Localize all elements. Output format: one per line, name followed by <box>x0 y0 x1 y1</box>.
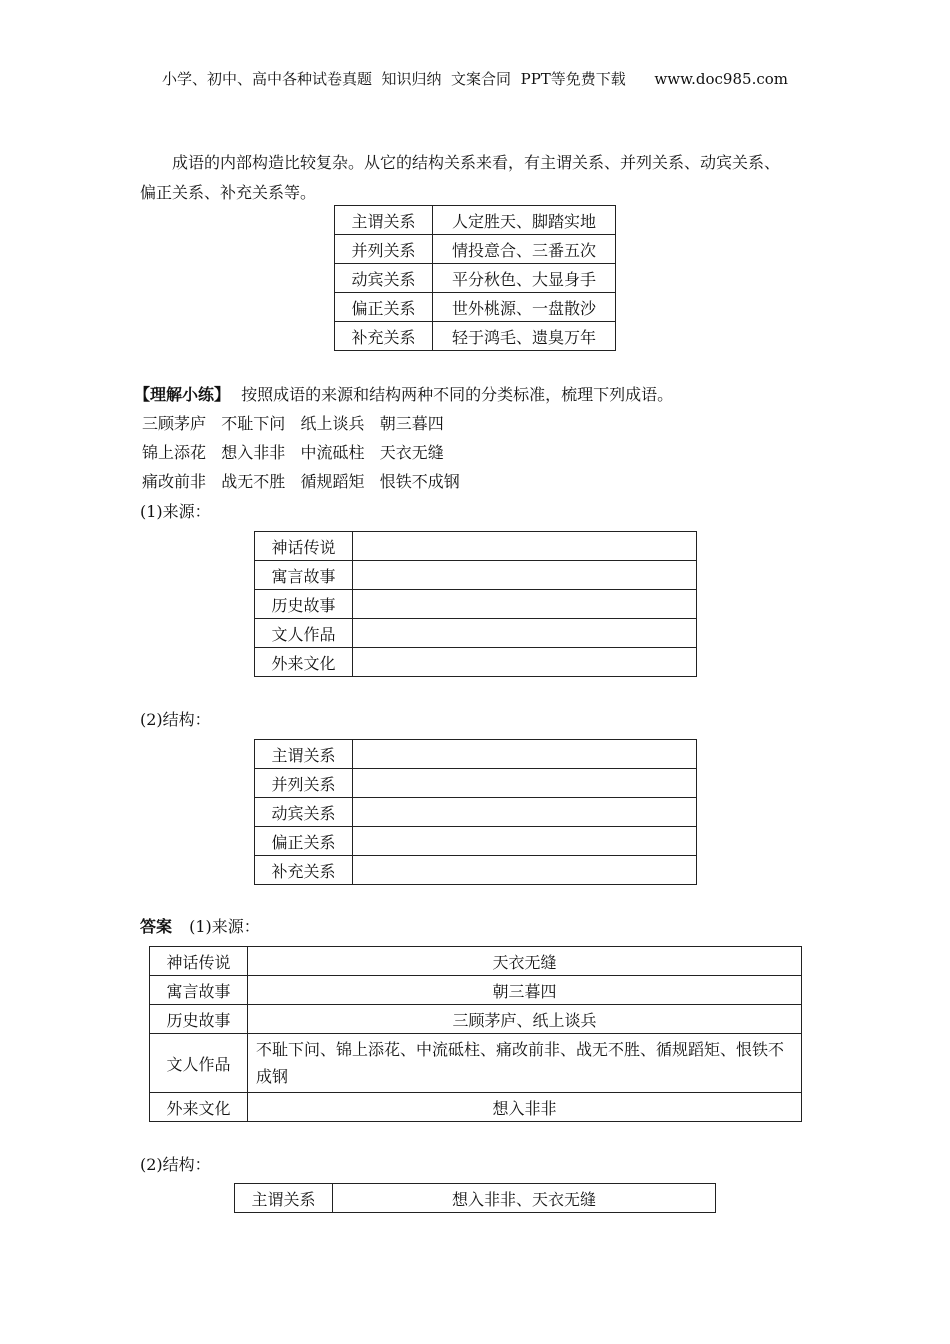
answer-structure-heading: (2)结构： <box>140 1155 211 1174</box>
relation-label: 主谓关系 <box>335 206 433 235</box>
table-row <box>255 827 697 856</box>
page-header: 小学、初中、高中各种试卷真题 知识归纳 文案合同 PPT等免费下载 www.doc985.com <box>161 70 788 88</box>
relation-examples: 平分秋色、大显身手 <box>433 264 616 293</box>
answer-tag: 答案 <box>140 917 173 936</box>
table-row <box>255 532 697 561</box>
intro-line-2: 偏正关系、补充关系等。 <box>140 183 317 202</box>
table-row <box>150 947 802 976</box>
source-label: 外来文化 <box>150 1093 248 1122</box>
table-row <box>255 561 697 590</box>
table-row <box>335 293 616 322</box>
answer-blank[interactable] <box>353 769 697 798</box>
source-answer: 朝三暮四 <box>248 976 802 1005</box>
relation-examples: 情投意合、三番五次 <box>433 235 616 264</box>
answer-blank[interactable] <box>353 827 697 856</box>
table-row <box>255 856 697 885</box>
exercise-structure-heading: (2)结构： <box>140 710 211 729</box>
source-label: 文人作品 <box>150 1034 248 1093</box>
relation-label: 动宾关系 <box>335 264 433 293</box>
intro-line-1: 成语的内部构造比较复杂。从它的结构关系来看，有主谓关系、并列关系、动宾关系、 <box>172 153 781 172</box>
source-label: 历史故事 <box>150 1005 248 1034</box>
answer-heading-line <box>140 912 260 942</box>
idiom-line-2: 锦上添花 想入非非 中流砥柱 天衣无缝 <box>142 443 444 462</box>
structure-label: 主谓关系 <box>235 1184 333 1213</box>
relation-examples: 世外桃源、一盘散沙 <box>433 293 616 322</box>
source-answer: 不耻下问、锦上添花、中流砥柱、痛改前非、战无不胜、循规蹈矩、恨铁不成钢 <box>248 1034 802 1093</box>
table-row <box>335 235 616 264</box>
table-row <box>335 322 616 351</box>
table-row <box>255 648 697 677</box>
table-row <box>255 798 697 827</box>
structure-label: 并列关系 <box>255 769 353 798</box>
answer-structure-table <box>234 1183 716 1213</box>
answer-blank[interactable] <box>353 798 697 827</box>
answer-blank[interactable] <box>353 532 697 561</box>
table-row <box>335 206 616 235</box>
structure-example-table <box>334 205 616 351</box>
table-row <box>150 976 802 1005</box>
table-row <box>255 740 697 769</box>
table-row <box>255 590 697 619</box>
answer-blank[interactable] <box>353 590 697 619</box>
table-row <box>255 769 697 798</box>
answer-blank[interactable] <box>353 740 697 769</box>
answer-blank[interactable] <box>353 561 697 590</box>
source-answer: 天衣无缝 <box>248 947 802 976</box>
answer-source-heading: (1)来源： <box>189 917 260 936</box>
source-answer: 想入非非 <box>248 1093 802 1122</box>
answer-source-table <box>149 946 802 1122</box>
idiom-line-3: 痛改前非 战无不胜 循规蹈矩 恨铁不成钢 <box>142 472 460 491</box>
exercise-structure-table <box>254 739 697 885</box>
source-answer: 三顾茅庐、纸上谈兵 <box>248 1005 802 1034</box>
source-label: 寓言故事 <box>255 561 353 590</box>
relation-examples: 轻于鸿毛、遗臭万年 <box>433 322 616 351</box>
structure-answer: 想入非非、天衣无缝 <box>333 1184 716 1213</box>
exercise-source-table <box>254 531 697 677</box>
relation-label: 偏正关系 <box>335 293 433 322</box>
source-label: 文人作品 <box>255 619 353 648</box>
source-label: 历史故事 <box>255 590 353 619</box>
relation-label: 补充关系 <box>335 322 433 351</box>
source-label: 寓言故事 <box>150 976 248 1005</box>
answer-blank[interactable] <box>353 856 697 885</box>
relation-examples: 人定胜天、脚踏实地 <box>433 206 616 235</box>
exercise-source-heading: (1)来源： <box>140 502 211 521</box>
structure-label: 偏正关系 <box>255 827 353 856</box>
answer-blank[interactable] <box>353 648 697 677</box>
structure-label: 补充关系 <box>255 856 353 885</box>
relation-label: 并列关系 <box>335 235 433 264</box>
answer-blank[interactable] <box>353 619 697 648</box>
source-label: 神话传说 <box>150 947 248 976</box>
table-row <box>255 619 697 648</box>
exercise-prompt: 按照成语的来源和结构两种不同的分类标准，梳理下列成语。 <box>241 385 674 404</box>
structure-label: 动宾关系 <box>255 798 353 827</box>
structure-label: 主谓关系 <box>255 740 353 769</box>
table-row <box>235 1184 716 1213</box>
source-label: 外来文化 <box>255 648 353 677</box>
table-row <box>150 1005 802 1034</box>
exercise-prompt-line <box>134 380 834 410</box>
exercise-tag: 【理解小练】 <box>134 385 231 404</box>
table-row <box>335 264 616 293</box>
source-label: 神话传说 <box>255 532 353 561</box>
idiom-line-1: 三顾茅庐 不耻下问 纸上谈兵 朝三暮四 <box>142 414 444 433</box>
table-row <box>150 1034 802 1093</box>
table-row <box>150 1093 802 1122</box>
